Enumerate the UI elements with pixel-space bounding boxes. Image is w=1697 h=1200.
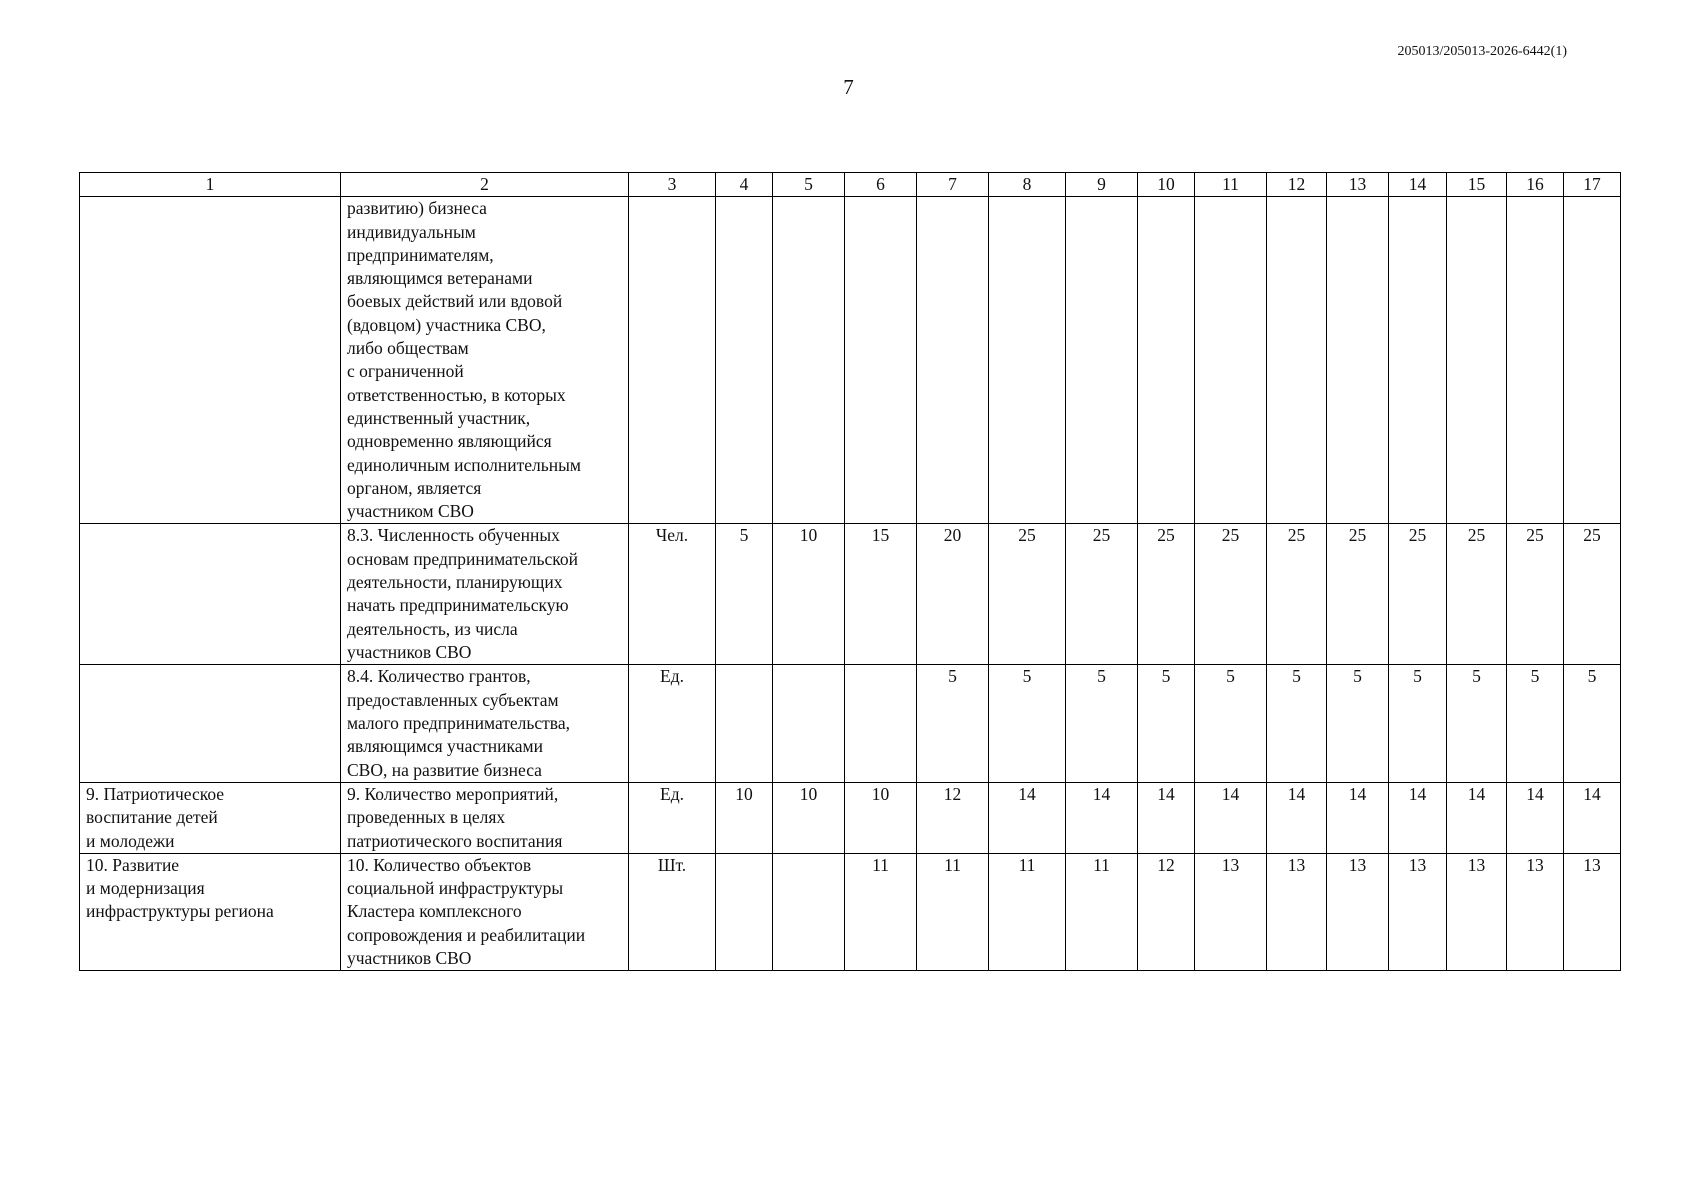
goal-cell xyxy=(80,524,341,665)
value-cell: 5 xyxy=(989,665,1066,782)
table-row xyxy=(80,197,1621,524)
column-number-header: 5 xyxy=(773,173,845,197)
value-cell: 5 xyxy=(1507,665,1564,782)
value-cell: 14 xyxy=(1138,782,1195,853)
indicator-cell: 8.4. Количество грантов, предоставленных субъектам малого предпринимательства, являющимся участниками СВО, на развитие бизнеса xyxy=(341,665,629,782)
value-cell: 25 xyxy=(1327,524,1389,665)
table-header-row xyxy=(80,173,1621,197)
value-cell xyxy=(1327,197,1389,524)
column-number-header: 4 xyxy=(716,173,773,197)
value-cell: 14 xyxy=(1507,782,1564,853)
value-cell: 25 xyxy=(1066,524,1138,665)
table-row xyxy=(80,853,1621,970)
value-cell: 12 xyxy=(1138,853,1195,970)
value-cell xyxy=(716,665,773,782)
column-number-header: 10 xyxy=(1138,173,1195,197)
value-cell: 25 xyxy=(989,524,1066,665)
goal-cell: 10. Развитие и модернизация инфраструктуры региона xyxy=(80,853,341,970)
value-cell xyxy=(773,853,845,970)
value-cell: 5 xyxy=(1389,665,1447,782)
value-cell: 5 xyxy=(1564,665,1621,782)
value-cell xyxy=(917,197,989,524)
value-cell: 10 xyxy=(716,782,773,853)
value-cell: 11 xyxy=(1066,853,1138,970)
value-cell xyxy=(1564,197,1621,524)
column-number-header: 3 xyxy=(629,173,716,197)
unit-cell xyxy=(629,197,716,524)
value-cell xyxy=(989,197,1066,524)
indicator-table xyxy=(79,172,1621,971)
value-cell: 14 xyxy=(1267,782,1327,853)
value-cell xyxy=(773,197,845,524)
value-cell: 10 xyxy=(773,524,845,665)
value-cell: 13 xyxy=(1327,853,1389,970)
value-cell: 14 xyxy=(1066,782,1138,853)
value-cell xyxy=(716,197,773,524)
column-number-header: 7 xyxy=(917,173,989,197)
indicator-cell: 8.3. Численность обученных основам предпринимательской деятельности, планирующих начать предпринимательскую деятельность, из числа участников СВО xyxy=(341,524,629,665)
value-cell: 5 xyxy=(716,524,773,665)
value-cell xyxy=(773,665,845,782)
value-cell xyxy=(1267,197,1327,524)
value-cell xyxy=(1066,197,1138,524)
value-cell: 13 xyxy=(1389,853,1447,970)
value-cell: 5 xyxy=(1267,665,1327,782)
column-number-header: 17 xyxy=(1564,173,1621,197)
value-cell: 14 xyxy=(1564,782,1621,853)
value-cell xyxy=(1195,197,1267,524)
indicator-cell: развитию) бизнеса индивидуальным предпринимателям, являющимся ветеранами боевых действий или вдовой (вдовцом) участника СВО, либо обществам с ограниченной ответственностью, в которых единственный участник, одновременно являющийся единоличным исполнительным органом, является участником СВО xyxy=(341,197,629,524)
column-number-header: 13 xyxy=(1327,173,1389,197)
value-cell: 25 xyxy=(1447,524,1507,665)
value-cell: 25 xyxy=(1507,524,1564,665)
value-cell: 14 xyxy=(989,782,1066,853)
unit-cell: Ед. xyxy=(629,782,716,853)
value-cell: 13 xyxy=(1267,853,1327,970)
column-number-header: 8 xyxy=(989,173,1066,197)
column-number-header: 16 xyxy=(1507,173,1564,197)
column-number-header: 12 xyxy=(1267,173,1327,197)
table-row xyxy=(80,524,1621,665)
value-cell: 5 xyxy=(1138,665,1195,782)
value-cell: 11 xyxy=(845,853,917,970)
value-cell: 14 xyxy=(1447,782,1507,853)
value-cell: 10 xyxy=(773,782,845,853)
value-cell: 5 xyxy=(917,665,989,782)
column-number-header: 6 xyxy=(845,173,917,197)
column-number-header: 15 xyxy=(1447,173,1507,197)
value-cell: 25 xyxy=(1267,524,1327,665)
value-cell: 11 xyxy=(989,853,1066,970)
value-cell: 5 xyxy=(1447,665,1507,782)
value-cell: 13 xyxy=(1447,853,1507,970)
value-cell: 25 xyxy=(1138,524,1195,665)
column-number-header: 9 xyxy=(1066,173,1138,197)
value-cell: 11 xyxy=(917,853,989,970)
document-id: 205013/205013-2026-6442(1) xyxy=(1397,44,1567,59)
indicator-cell: 10. Количество объектов социальной инфраструктуры Кластера комплексного сопровождения и реабилитации участников СВО xyxy=(341,853,629,970)
value-cell: 5 xyxy=(1195,665,1267,782)
page-number: 7 xyxy=(843,75,854,99)
value-cell: 14 xyxy=(1327,782,1389,853)
table-row xyxy=(80,782,1621,853)
value-cell: 12 xyxy=(917,782,989,853)
value-cell xyxy=(845,197,917,524)
column-number-header: 11 xyxy=(1195,173,1267,197)
goal-cell: 9. Патриотическое воспитание детей и молодежи xyxy=(80,782,341,853)
value-cell: 5 xyxy=(1327,665,1389,782)
value-cell: 14 xyxy=(1195,782,1267,853)
value-cell xyxy=(1447,197,1507,524)
value-cell xyxy=(845,665,917,782)
unit-cell: Шт. xyxy=(629,853,716,970)
value-cell: 25 xyxy=(1195,524,1267,665)
indicator-cell: 9. Количество мероприятий, проведенных в целях патриотического воспитания xyxy=(341,782,629,853)
value-cell xyxy=(1138,197,1195,524)
value-cell: 10 xyxy=(845,782,917,853)
value-cell xyxy=(1389,197,1447,524)
unit-cell: Чел. xyxy=(629,524,716,665)
value-cell: 13 xyxy=(1195,853,1267,970)
value-cell: 5 xyxy=(1066,665,1138,782)
value-cell: 25 xyxy=(1564,524,1621,665)
value-cell xyxy=(716,853,773,970)
value-cell: 13 xyxy=(1564,853,1621,970)
value-cell: 25 xyxy=(1389,524,1447,665)
goal-cell xyxy=(80,197,341,524)
goal-cell xyxy=(80,665,341,782)
column-number-header: 14 xyxy=(1389,173,1447,197)
column-number-header: 2 xyxy=(341,173,629,197)
value-cell: 20 xyxy=(917,524,989,665)
value-cell xyxy=(1507,197,1564,524)
value-cell: 15 xyxy=(845,524,917,665)
table-row xyxy=(80,665,1621,782)
value-cell: 13 xyxy=(1507,853,1564,970)
value-cell: 14 xyxy=(1389,782,1447,853)
unit-cell: Ед. xyxy=(629,665,716,782)
column-number-header: 1 xyxy=(80,173,341,197)
